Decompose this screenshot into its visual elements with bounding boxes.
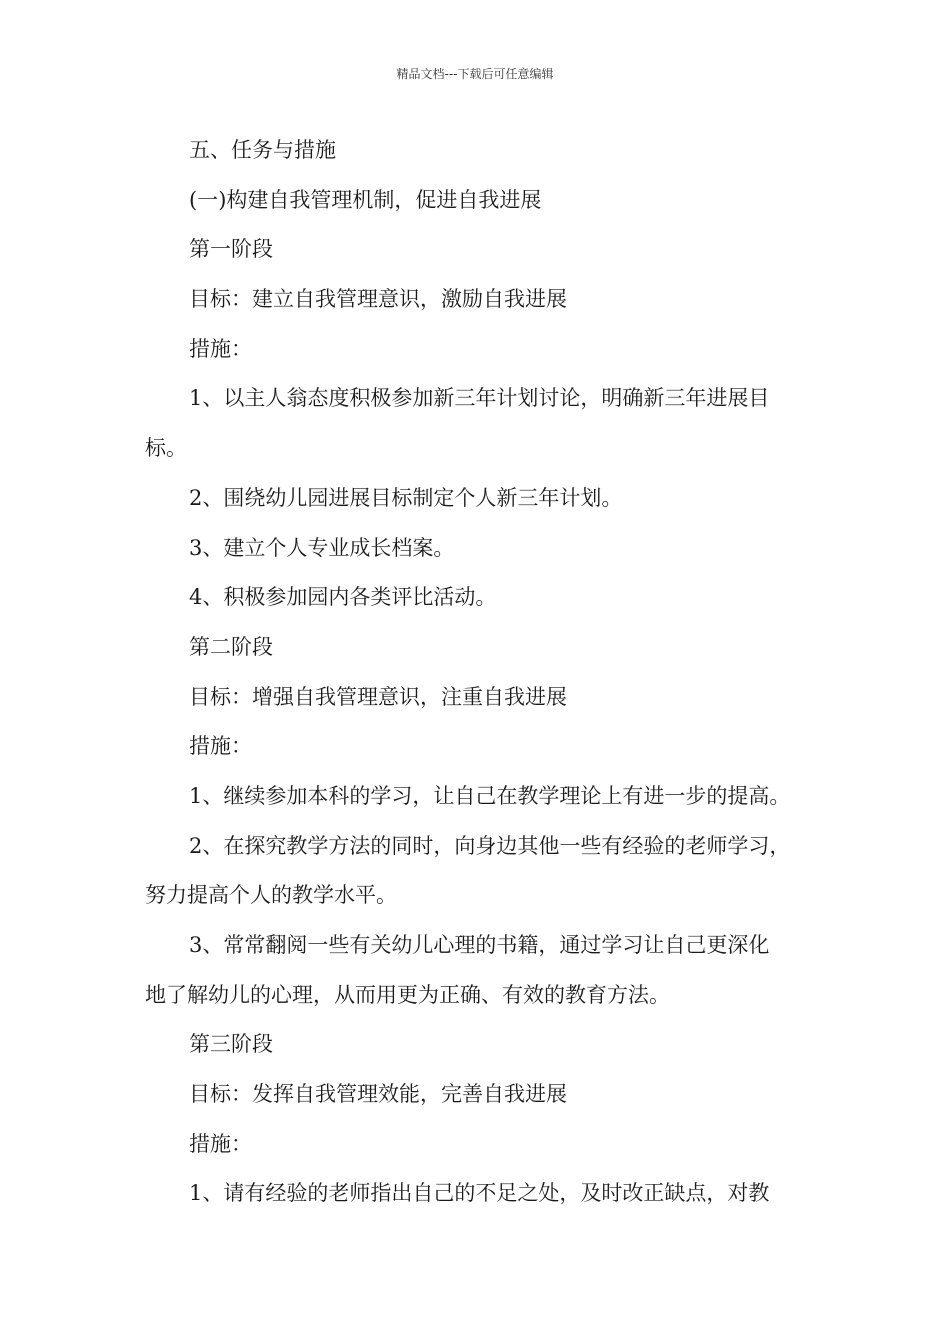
stage-3-measures-label: 措施： <box>189 1131 252 1156</box>
stage-2-measure-2: 2、在探究教学方法的同时，向身边其他一些有经验的老师学习， <box>189 833 791 858</box>
document-body <box>145 126 825 1219</box>
stage-3-measure-1: 1、请有经验的老师指出自己的不足之处，及时改正缺点，对教 <box>189 1181 770 1206</box>
subsection-heading: (一)构建自我管理机制，促进自我进展 <box>189 187 542 212</box>
stage-1-measure-3: 3、建立个人专业成长档案。 <box>189 535 455 560</box>
stage-2-measure-3: 3、常常翻阅一些有关幼儿心理的书籍，通过学习让自己更深化 <box>189 933 770 957</box>
stage-2-measure-2-cont: 努力提高个人的教学水平。 <box>145 883 397 908</box>
stage-3-goal: 目标：发挥自我管理效能，完善自我进展 <box>189 1082 567 1107</box>
stage-1-measure-4: 4、积极参加园内各类评比活动。 <box>189 585 497 610</box>
stage-1-measures-label: 措施： <box>189 336 252 361</box>
stage-heading-3: 第三阶段 <box>189 1032 273 1057</box>
section-heading: 五、任务与措施 <box>189 138 336 162</box>
stage-1-goal: 目标：建立自我管理意识，激励自我进展 <box>189 287 567 312</box>
stage-2-measures-label: 措施： <box>189 734 252 759</box>
stage-heading-2: 第二阶段 <box>189 634 273 659</box>
stage-heading-1: 第一阶段 <box>189 237 273 262</box>
stage-2-goal: 目标：增强自我管理意识，注重自我进展 <box>189 684 567 709</box>
stage-1-measure-1: 1、以主人翁态度积极参加新三年计划讨论，明确新三年进展目 <box>189 386 770 411</box>
stage-1-measure-1-cont: 标。 <box>145 436 187 461</box>
stage-1-measure-2: 2、围绕幼儿园进展目标制定个人新三年计划。 <box>189 485 623 510</box>
stage-2-measure-3-cont: 地了解幼儿的心理，从而用更为正确、有效的教育方法。 <box>145 982 670 1007</box>
header-text: 精品文档---下载后可任意编辑 <box>396 67 554 81</box>
page-header <box>0 66 950 82</box>
stage-2-measure-1: 1、继续参加本科的学习，让自己在教学理论上有进一步的提高。 <box>189 783 791 808</box>
